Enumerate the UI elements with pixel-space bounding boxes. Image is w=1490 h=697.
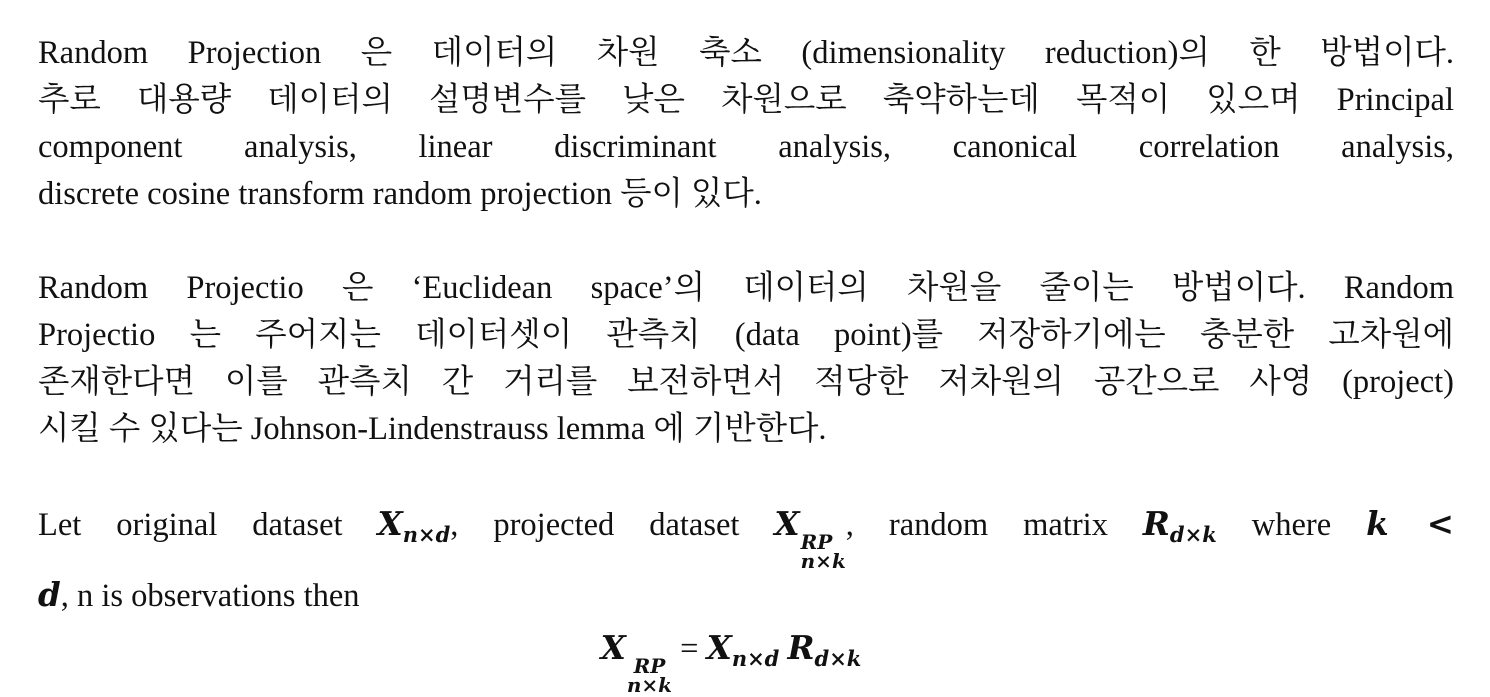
paragraph-spacer (38, 218, 1454, 265)
document-body (38, 30, 1454, 695)
paragraph-definition (38, 30, 1454, 218)
formula-lhs: X RP n×k (600, 628, 672, 697)
text-line: component analysis, linear discriminant analysis, canonical correlation analysis, (38, 129, 1454, 165)
formula-equals: = (672, 631, 707, 667)
text-line (38, 571, 1454, 620)
paragraph-spacer (38, 453, 1454, 500)
paragraph-notation (38, 500, 1454, 620)
math-d: d (38, 575, 61, 614)
notation-text: , projected dataset (450, 507, 775, 543)
paragraph-johnson-lindenstrauss (38, 265, 1454, 453)
notation-text: where (1216, 507, 1367, 543)
text-line: 추로 대용량 데이터의 설명변수를 낮은 차원으로 축약하는데 목적이 있으며 Principal (38, 82, 1454, 118)
text-line (38, 500, 1454, 571)
text-line: Projectio 는 주어지는 데이터셋이 관측치 (data point)를 저장하기에는 충분한 고차원에 (38, 317, 1454, 353)
notation-text: , n is observations then (60, 578, 360, 614)
notation-text: Let original dataset (38, 507, 378, 543)
formula-rhs-x: $X_{n\times d}$ (706, 628, 780, 671)
text-line: discrete cosine transform random projection 등이 있다. (38, 176, 762, 212)
notation-text: , random matrix (845, 507, 1143, 543)
text-line: 시킬 수 있다는 Johnson-Lindenstrauss lemma 에 기반한다. (38, 411, 827, 447)
math-k-less-than: k < (1366, 504, 1454, 543)
text-line: Random Projection 은 데이터의 차원 축소 (dimensionality reduction)의 한 방법이다. (38, 35, 1454, 71)
math-projected-dataset: X RP n×k (774, 504, 846, 573)
text-line: Random Projectio 은 ‘Euclidean space’의 데이터의 차원을 줄이는 방법이다. Random (38, 270, 1454, 306)
math-original-dataset: $X_{n\times d}$ (377, 504, 451, 547)
math-random-matrix: $R_{d\times k}$ (1142, 504, 1217, 547)
text-line: 존재한다면 이를 관측치 간 거리를 보전하면서 적당한 저차원의 공간으로 사영 (project) (38, 364, 1454, 400)
formula-rhs-r: $R_{d\times k}$ (787, 628, 862, 671)
